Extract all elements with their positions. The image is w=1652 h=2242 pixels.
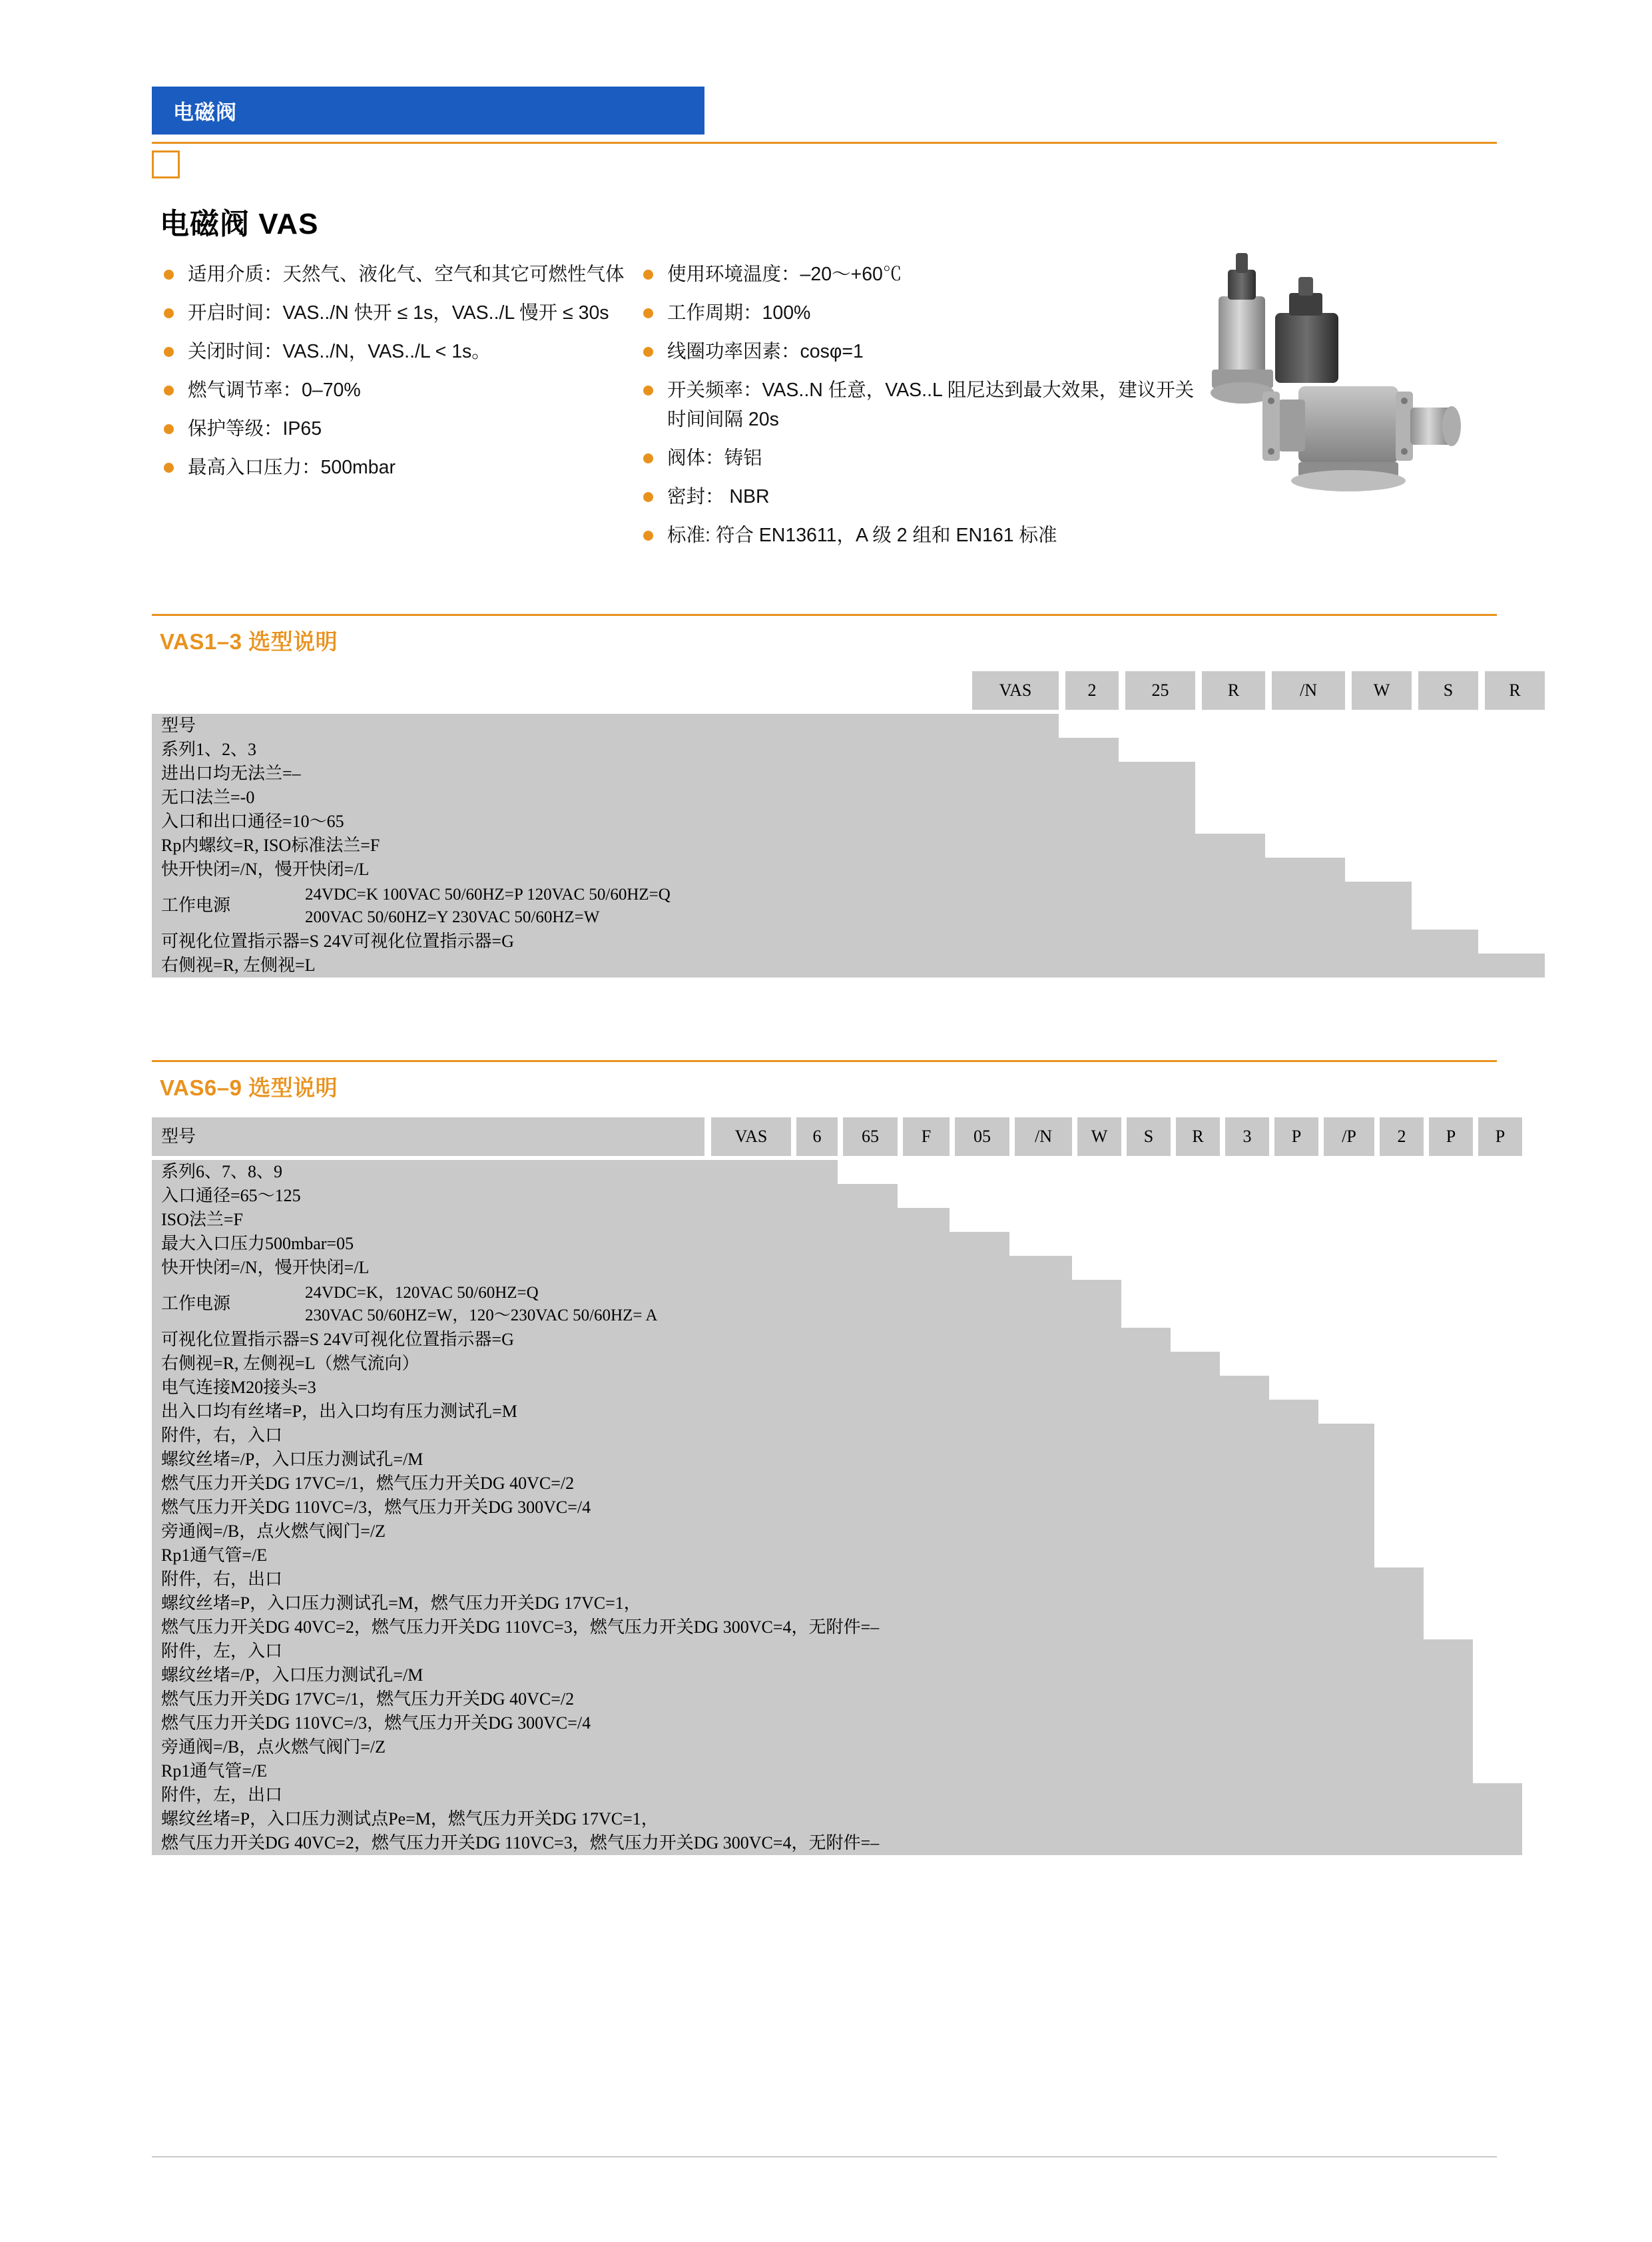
header-marker-square [152, 150, 180, 178]
code-row-label: 工作电源 [161, 896, 231, 915]
code-row-label: 进出口均无法兰=– [161, 764, 301, 783]
code-desc-row [152, 1496, 1497, 1520]
feature-item [639, 260, 1205, 289]
code-desc-row [152, 1711, 1497, 1735]
page-title: 电磁阀 VAS [160, 208, 319, 240]
bullet-icon [164, 463, 174, 473]
code-desc-row [152, 1376, 1497, 1400]
code-desc-row [152, 1807, 1497, 1831]
code-row-bg [152, 954, 1545, 978]
code-desc-row [152, 738, 1497, 762]
code-cell-value: F [921, 1127, 932, 1146]
code-row-bg [152, 1783, 1522, 1807]
bullet-icon [164, 386, 174, 396]
code-desc-row [152, 1831, 1497, 1855]
code-row-label: 螺纹丝堵=P，入口压力测试孔=M，燃气压力开关DG 17VC=1， [161, 1593, 641, 1613]
feature-text: 开关频率：VAS..N 任意，VAS..L 阻尼达到最大效果，建议开关时间间隔 20s [667, 380, 1195, 430]
code-row-label: 燃气压力开关DG 110VC=/3，燃气压力开关DG 300VC=/4 [161, 1713, 591, 1733]
code-desc-row [152, 1400, 1497, 1424]
code-row-label: Rp内螺纹=R, ISO标准法兰=F [161, 836, 380, 855]
code-cell-value: /N [1035, 1127, 1052, 1146]
code-desc-row [152, 1184, 1497, 1208]
code-cell-value: /N [1300, 681, 1317, 700]
section1-divider [152, 614, 1497, 616]
code-desc-row [152, 1472, 1497, 1496]
code-row-label: 无口法兰=-0 [161, 788, 255, 807]
code-cell-value: S [1443, 681, 1454, 700]
bullet-icon [164, 308, 174, 318]
feature-column-right [639, 260, 1205, 559]
code-desc-row [152, 858, 1497, 882]
code-desc-row [152, 1352, 1497, 1376]
code-row-bg [152, 714, 1059, 738]
code-row-bg [152, 1639, 1473, 1663]
feature-item [639, 376, 1205, 434]
code-row-label: 系列6、7、8、9 [161, 1162, 283, 1181]
code-desc-row [152, 1735, 1497, 1759]
code-row-bg [152, 1759, 1473, 1783]
code-power-line-2: 200VAC 50/60HZ=Y 230VAC 50/60HZ=W [305, 908, 600, 926]
code-desc-row [152, 1208, 1497, 1232]
code-cell-value: P [1291, 1127, 1302, 1146]
feature-text: 开启时间：VAS../N 快开 ≤ 1s，VAS../L 慢开 ≤ 30s [188, 302, 609, 324]
feature-item [160, 298, 639, 328]
code-cell-value: 6 [812, 1127, 822, 1146]
code-row-label: 燃气压力开关DG 110VC=/3，燃气压力开关DG 300VC=/4 [161, 1498, 591, 1517]
section2-code-table [152, 1117, 1506, 1855]
code-desc-row [152, 762, 1497, 786]
code-cell-value: VAS [734, 1127, 768, 1146]
code-desc-row [152, 1663, 1497, 1687]
feature-item [160, 453, 639, 482]
code-desc-row [152, 1232, 1497, 1256]
code-row-label: 附件，右，出口 [161, 1569, 283, 1589]
code-cell-value: W [1373, 681, 1390, 700]
code-desc-row [152, 930, 1497, 954]
feature-text: 标准: 符合 EN13611，A 级 2 组和 EN161 标准 [667, 525, 1057, 546]
feature-item [639, 443, 1205, 473]
code-row-label: 右侧视=R, 左侧视=L [161, 956, 316, 975]
feature-column-left [160, 260, 639, 491]
code-row-bg [152, 786, 1195, 810]
code-row-label: 入口通径=65～125 [161, 1186, 301, 1205]
section1-code-table [152, 671, 1521, 978]
code-row-bg [152, 738, 1119, 762]
code-cell-value: VAS [999, 681, 1032, 700]
feature-item [160, 376, 639, 405]
bullet-icon [164, 347, 174, 357]
solenoid-valve-illustration [1199, 233, 1478, 566]
code-row-label: Rp1通气管=/E [161, 1761, 268, 1781]
feature-text: 关闭时间：VAS../N，VAS../L < 1s。 [188, 341, 491, 362]
bullet-icon [164, 270, 174, 280]
bullet-icon [643, 531, 653, 541]
code-row-bg [152, 1208, 950, 1232]
code-power-row [152, 1280, 1497, 1328]
bullet-icon [643, 347, 653, 357]
code-cell-value: 2 [1397, 1127, 1406, 1146]
feature-item [639, 482, 1205, 511]
code-row-label: 可视化位置指示器=S 24V可视化位置指示器=G [161, 932, 514, 951]
code-row-label: ISO法兰=F [161, 1210, 244, 1229]
code-row-bg [152, 1567, 1424, 1591]
code-header-row [152, 671, 1521, 710]
feature-text: 阀体：铸铝 [667, 447, 762, 469]
code-row-label: 螺纹丝堵=/P，入口压力测试孔=/M [161, 1665, 423, 1685]
code-desc-row [152, 1424, 1497, 1448]
code-row-label: 快开快闭=/N，慢开快闭=/L [161, 860, 370, 879]
code-cell-value: R [1509, 681, 1521, 700]
feature-text: 燃气调节率：0–70% [188, 380, 361, 401]
code-row-label: 最大入口压力500mbar=05 [161, 1234, 354, 1253]
code-desc-row [152, 1256, 1497, 1280]
footer-divider [152, 2156, 1497, 2157]
bullet-icon [643, 308, 653, 318]
code-desc-row [152, 1160, 1497, 1184]
code-cell-value: W [1091, 1127, 1108, 1146]
section1-title: VAS1–3 选型说明 [160, 629, 338, 654]
code-row-bg [152, 1543, 1374, 1567]
code-cell-value: /P [1342, 1127, 1356, 1146]
bullet-icon [643, 492, 653, 502]
feature-text: 使用环境温度：–20～+60℃ [667, 264, 902, 285]
code-row-label: 附件，左，出口 [161, 1785, 283, 1805]
feature-text: 线圈功率因素：cosφ=1 [667, 341, 864, 362]
bullet-icon [643, 453, 653, 463]
code-desc-row [152, 714, 1497, 738]
code-power-row [152, 882, 1497, 930]
code-desc-row [152, 1639, 1497, 1663]
feature-text: 工作周期：100% [667, 302, 811, 324]
code-row-label: 螺纹丝堵=/P，入口压力测试孔=/M [161, 1450, 423, 1469]
code-cell-value: 25 [1151, 681, 1169, 700]
code-cell-value: R [1192, 1127, 1204, 1146]
code-row-label: 旁通阀=/B，点火燃气阀门=/Z [161, 1737, 386, 1757]
code-row-label: 燃气压力开关DG 40VC=2，燃气压力开关DG 110VC=3，燃气压力开关DG 300VC=4，无附件=– [161, 1617, 880, 1637]
code-row-bg [152, 762, 1195, 786]
code-row-label: 右侧视=R, 左侧视=L（燃气流向） [161, 1354, 419, 1373]
code-row-label: 燃气压力开关DG 40VC=2，燃气压力开关DG 110VC=3，燃气压力开关DG 300VC=4，无附件=– [161, 1833, 880, 1852]
code-desc-row [152, 1759, 1497, 1783]
code-desc-row [152, 834, 1497, 858]
code-desc-row [152, 810, 1497, 834]
code-row-bg [152, 1117, 704, 1156]
code-power-line-1: 24VDC=K，120VAC 50/60HZ=Q [305, 1284, 539, 1302]
code-desc-row [152, 1783, 1497, 1807]
code-desc-row [152, 954, 1497, 978]
code-cell-value: 3 [1242, 1127, 1252, 1146]
feature-item [639, 298, 1205, 328]
section2-divider [152, 1060, 1497, 1062]
header-banner-label: 电磁阀 [173, 101, 237, 125]
header-banner [152, 87, 704, 135]
code-power-line-2: 230VAC 50/60HZ=W，120～230VAC 50/60HZ= A [305, 1306, 658, 1324]
feature-item [639, 337, 1205, 366]
code-row-label: 旁通阀=/B，点火燃气阀门=/Z [161, 1522, 386, 1541]
code-row-label: 燃气压力开关DG 17VC=/1，燃气压力开关DG 40VC=/2 [161, 1474, 575, 1493]
header-divider [152, 142, 1497, 144]
section2-title: VAS6–9 选型说明 [160, 1075, 338, 1100]
code-cell-value: P [1495, 1127, 1506, 1146]
code-desc-row [152, 1328, 1497, 1352]
code-desc-row [152, 786, 1497, 810]
feature-item [160, 414, 639, 443]
code-row-label: 电气连接M20接头=3 [161, 1378, 316, 1397]
code-row-label: Rp1通气管=/E [161, 1545, 268, 1565]
bullet-icon [643, 386, 653, 396]
code-row-label: 系列1、2、3 [161, 740, 257, 759]
code-row-label: 工作电源 [161, 1294, 231, 1313]
code-header-row [152, 1117, 1506, 1156]
code-desc-row [152, 1591, 1497, 1615]
bullet-icon [164, 424, 174, 434]
feature-text: 保护等级：IP65 [188, 418, 322, 439]
code-desc-row [152, 1448, 1497, 1472]
code-desc-row [152, 1567, 1497, 1591]
feature-text: 密封： NBR [667, 486, 770, 507]
feature-item [160, 260, 639, 289]
feature-item [639, 521, 1205, 550]
code-row-label: 出入口均有丝堵=P，出入口均有压力测试孔=M [161, 1402, 517, 1421]
code-row-label: 燃气压力开关DG 17VC=/1，燃气压力开关DG 40VC=/2 [161, 1689, 575, 1709]
code-cell-value: R [1227, 681, 1240, 700]
code-desc-row [152, 1520, 1497, 1543]
code-row-label: 型号 [161, 716, 196, 735]
code-row-label: 型号 [161, 1127, 196, 1146]
feature-text: 适用介质：天然气、液化气、空气和其它可燃性气体 [188, 264, 625, 285]
code-cell-value: S [1143, 1127, 1154, 1146]
code-row-label: 附件，左，入口 [161, 1641, 283, 1661]
code-row-label: 入口和出口通径=10～65 [161, 812, 344, 831]
code-cell-value: 2 [1087, 681, 1097, 700]
code-desc-row [152, 1687, 1497, 1711]
code-desc-row [152, 1615, 1497, 1639]
feature-text: 最高入口压力：500mbar [188, 457, 396, 478]
code-desc-row [152, 1543, 1497, 1567]
code-cell-value: 05 [973, 1127, 991, 1146]
code-cell-value: 65 [862, 1127, 879, 1146]
code-power-line-1: 24VDC=K 100VAC 50/60HZ=P 120VAC 50/60HZ=Q [305, 886, 671, 904]
code-row-bg [152, 1424, 1374, 1448]
code-row-label: 快开快闭=/N，慢开快闭=/L [161, 1258, 370, 1277]
product-photo [1199, 233, 1478, 566]
code-row-bg [152, 1376, 1269, 1400]
code-row-label: 附件，右，入口 [161, 1426, 283, 1445]
feature-item [160, 337, 639, 366]
code-row-label: 螺纹丝堵=P，入口压力测试点Pe=M，燃气压力开关DG 17VC=1， [161, 1809, 659, 1828]
bullet-icon [643, 270, 653, 280]
code-row-label: 可视化位置指示器=S 24V可视化位置指示器=G [161, 1330, 514, 1349]
code-cell-value: P [1446, 1127, 1456, 1146]
